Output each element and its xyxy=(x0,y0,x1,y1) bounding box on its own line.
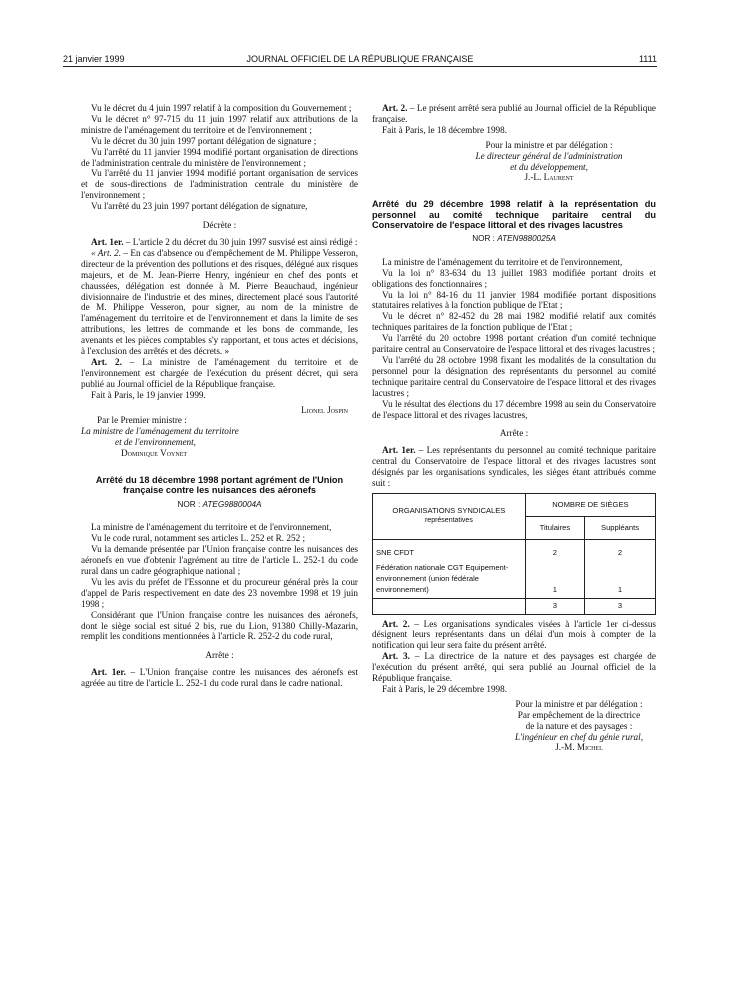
decree-title: Arrêté du 18 décembre 1998 portant agrément de l'Union française contre les nuisances des aéronefs xyxy=(95,475,344,496)
par-line: Par le Premier ministre : xyxy=(97,415,187,426)
table-row: Fédération nationale CGT Equipement-environnement (union fédérale environnement) 1 1 xyxy=(373,561,656,598)
article-1 xyxy=(372,445,656,489)
article-label: « Art. 2. xyxy=(91,247,122,258)
table-header-suppleants: Suppléants xyxy=(585,516,656,539)
body-para: La ministre de l'aménagement du territoire et de l'environnement, xyxy=(91,522,332,533)
body-para: Considérant que l'Union française contre les nuisances des aéronefs, dont le siège social est situé 2 bis, rue du Lion, 91380 Chilly-Mazarin, remplit les conditions mentionnées à l'article R. 252-2 du code rural, xyxy=(81,609,358,642)
table-header-titulaires: Titulaires xyxy=(525,516,584,539)
article-text: – Les représentants du personnel au comité technique paritaire central du Conservatoire de l'espace littoral et des rivages lacustres sont désignés par les organisations syndicales, les sièges étant attribués comme suit : xyxy=(372,445,656,489)
intro-para: Vu le décret du 30 juin 1997 portant délégation de signature ; xyxy=(91,135,317,146)
article-text: – Les organisations syndicales visées à l'article 1er ci-dessus désignent leurs représentants dans un délai d'un mois à compter de la notification qui leur sera faite du présent arrêté. xyxy=(372,618,657,651)
article-text: – La ministre de l'aménagement du territoire et de l'environnement est chargée de l'exécution du présent décret, qui sera publié au Journal officiel de la République française. xyxy=(81,356,358,389)
minister-line: La ministre de l'aménagement du territoire xyxy=(81,426,239,437)
intro-para: Vu l'arrêté du 11 janvier 1994 modifié portant organisation de directions de l'administration centrale du ministère de l'environnement ; xyxy=(81,146,358,168)
fait-line: Fait à Paris, le 18 décembre 1998. xyxy=(382,124,508,135)
article-label: Art. 3. xyxy=(382,651,410,662)
signature: Dominique Voynet xyxy=(121,448,188,459)
intro-para: Vu le décret n° 97-715 du 11 juin 1997 relatif aux attributions de la ministre de l'aménagement du territoire et de l'environnement ; xyxy=(81,113,358,135)
article-text: – La directrice de la nature et des paysages est chargée de l'exécution du présent arrêté, qui sera publié au Journal officiel de la République française. xyxy=(372,651,656,684)
body-para: Vu les avis du préfet de l'Essonne et du procureur général près la cour d'appel de Paris respectivement en date des 23 novembre 1998 et 19 juin 1998 ; xyxy=(81,576,358,609)
body-para: La ministre de l'aménagement du territoire et de l'environnement, xyxy=(382,256,623,267)
article-2 xyxy=(81,357,358,390)
decrete-heading: Décrète : xyxy=(202,220,237,231)
director-line: Le directeur général de l'administration xyxy=(475,150,623,161)
article-label: Art. 1er. xyxy=(382,445,416,456)
article-2 xyxy=(372,619,656,652)
header-page-number: 1111 xyxy=(638,54,657,64)
article-label: Art. 2. xyxy=(382,618,410,629)
left-column xyxy=(81,103,358,689)
intro-para: Vu l'arrêté du 23 juin 1997 portant délégation de signature, xyxy=(91,201,308,212)
decree-title: Arrêté du 29 décembre 1998 relatif à la représentation du personnel au comité technique paritaire central du Conservatoire de l'espace littoral et des rivages lacustres xyxy=(372,199,656,230)
body-para: Vu la loi n° 83-634 du 13 juillet 1983 modifiée portant droits et obligations des fonctionnaires ; xyxy=(372,267,656,289)
delegation-line: Par empêchement de la directrice xyxy=(517,709,641,720)
table-header-seats: NOMBRE DE SIÈGES xyxy=(525,493,655,516)
nor-reference: NOR : ATEG9880004A xyxy=(177,499,262,509)
delegation-line: Pour la ministre et par délégation : xyxy=(515,698,643,709)
minister-line: et de l'environnement, xyxy=(115,437,196,448)
body-para: Vu l'arrêté du 28 octobre 1998 fixant les modalités de la consultation du personnel pour la désignation des représentants du personnel au comité technique paritaire central du Conservatoire de l'espace littoral et des rivages lacustres ; xyxy=(372,355,656,398)
signature: J.-L. Laurent xyxy=(524,172,574,183)
header-rule xyxy=(63,66,657,67)
body-para: Vu la loi n° 84-16 du 11 janvier 1984 modifiée portant dispositions statutaires relatives à la fonction publique de l'Etat ; xyxy=(372,289,656,311)
article-label: Art. 2. xyxy=(382,103,408,113)
article-text: – En cas d'absence ou d'empêchement de M. Philippe Vesseron, directeur de la prévention des pollutions et des risques, délégué aux risques majeurs, et de M. Jean-Pierre Henry, ingénieur en chef des ponts et chaussées, délégation est donnée à M. Pierre Beauchaud, ingénieur divisionnaire de l'industrie et des mines, directement placé sous l'autorité de M. Philippe Vesseron, pour signer, au nom de la ministre de l'aménagement du territoire et de l'environnement et dans la limite de ses attributions, les lettres de commande et les bons de commande, les avenants et les pièces comptables s'y rapportant, et tous actes et décisions, à l'exclusion des arrêtés et des décrets. » xyxy=(81,247,359,357)
director-line: et du développement, xyxy=(510,161,588,172)
seats-table xyxy=(372,493,656,615)
arrete-heading: Arrête : xyxy=(205,650,234,661)
delegation-line: de la nature et des paysages : xyxy=(525,720,633,731)
nor-reference: NOR : ATEN9880025A xyxy=(472,233,556,243)
engineer-line: L'ingénieur en chef du génie rural, xyxy=(514,731,643,742)
right-column xyxy=(372,103,656,753)
article-text: – Le présent arrêté sera publié au Journal officiel de la République française. xyxy=(372,103,656,124)
header-journal: JOURNAL OFFICIEL DE LA RÉPUBLIQUE FRANÇAISE xyxy=(246,54,474,64)
article-label: Art. 1er. xyxy=(91,667,126,678)
body-para: Vu la demande présentée par l'Union française contre les nuisances des aéronefs en vue d'obtenir l'agrément au titre de l'article L. 252-1 du code rural dans un cadre géographique national ; xyxy=(81,544,358,577)
fait-line: Fait à Paris, le 19 janvier 1999. xyxy=(91,389,206,400)
table-row: SNE CFDT 2 2 xyxy=(373,539,656,560)
signature: Lionel Jospin xyxy=(301,404,348,415)
article-label: Art. 2. xyxy=(91,356,122,367)
signature: J.-M. Michel xyxy=(555,742,603,753)
body-para: Vu le décret n° 82-452 du 28 mai 1982 modifié relatif aux comités techniques paritaires de la fonction publique de l'Etat ; xyxy=(372,311,656,333)
intro-para: Vu le décret du 4 juin 1997 relatif à la composition du Gouvernement ; xyxy=(91,103,352,113)
table-header-org: ORGANISATIONS SYNDICALES représentatives xyxy=(373,493,526,539)
header-date: 21 janvier 1999 xyxy=(63,54,125,64)
body-para: Vu le code rural, notamment ses articles L. 252 et R. 252 ; xyxy=(91,533,306,544)
body-para: Vu le résultat des élections du 17 décembre 1998 au sein du Conservatoire de l'espace littoral et des rivages lacustres, xyxy=(372,398,656,420)
article-1 xyxy=(81,237,358,248)
delegation-line: Pour la ministre et par délégation : xyxy=(485,139,613,150)
article-2 xyxy=(372,103,656,125)
intro-para: Vu l'arrêté du 11 janvier 1994 modifié portant organisation de services et de sous-directions de l'administration centrale du ministère de l'environnement ; xyxy=(81,168,358,201)
arrete-heading: Arrête : xyxy=(499,428,529,439)
table-total-row: 3 3 xyxy=(373,598,656,614)
article-label: Art. 1er. xyxy=(91,236,124,247)
body-para: Vu l'arrêté du 20 octobre 1998 portant création d'un comité technique paritaire central au Conservatoire de l'espace littoral et des rivages lacustres ; xyxy=(372,333,656,355)
article-text: – L'Union française contre les nuisances des aéronefs est agréée au titre de l'article L. 252-1 du code rural dans le cadre national. xyxy=(81,667,358,689)
article-3 xyxy=(372,651,656,684)
article-2-quote xyxy=(81,248,358,357)
fait-line: Fait à Paris, le 29 décembre 1998. xyxy=(382,683,508,694)
article-text: – L'article 2 du décret du 30 juin 1997 susvisé est ainsi rédigé : xyxy=(123,236,358,247)
article-1 xyxy=(81,667,358,689)
